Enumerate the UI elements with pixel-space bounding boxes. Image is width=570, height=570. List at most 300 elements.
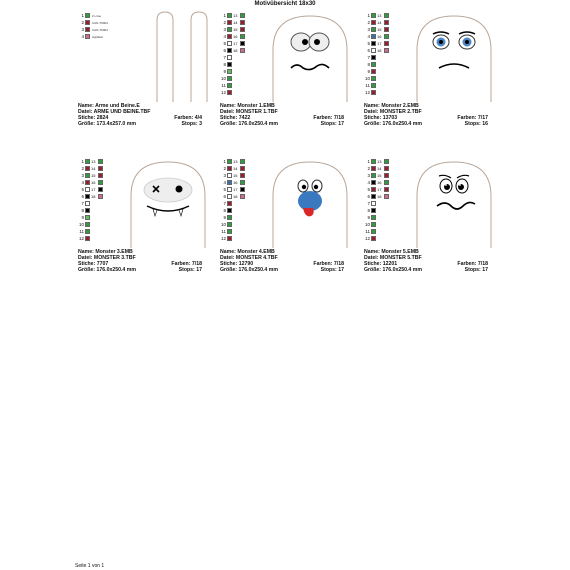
color-swatch xyxy=(371,13,376,18)
color-swatch xyxy=(240,13,245,18)
legend-number: 4 xyxy=(81,34,84,39)
stop-count xyxy=(179,267,202,273)
color-swatch xyxy=(371,208,376,213)
legend-number: 10 xyxy=(220,76,226,81)
legend-number: 16 xyxy=(233,180,238,185)
legend-number: 14 xyxy=(233,166,238,171)
arms-legs-preview xyxy=(123,10,213,103)
stop-count-label: Stops: xyxy=(464,121,481,127)
color-swatch xyxy=(384,27,389,32)
legend-row xyxy=(220,54,245,61)
page-title: Motivübersicht 18x30 xyxy=(254,1,316,7)
legend-row xyxy=(220,158,245,165)
legend-row xyxy=(364,33,389,40)
legend-row xyxy=(364,221,389,228)
legend-row xyxy=(364,172,389,179)
legend-number: 16 xyxy=(377,34,382,39)
legend-row xyxy=(220,228,245,235)
stitch-count-label: Stiche: xyxy=(364,261,382,267)
legend-number: 12 xyxy=(220,236,226,241)
legend-row xyxy=(364,200,389,207)
legend-number: 9 xyxy=(367,69,370,74)
legend-number: 12 xyxy=(78,236,84,241)
color-swatch xyxy=(227,180,232,185)
color-swatch xyxy=(85,159,90,164)
legend-number: 13 xyxy=(233,159,238,164)
legend-number: 9 xyxy=(367,215,370,220)
legend-row xyxy=(220,186,245,193)
design-file-label: Datei: xyxy=(220,109,235,115)
color-swatch xyxy=(227,41,232,46)
legend-row xyxy=(78,172,103,179)
legend-row xyxy=(364,207,389,214)
color-swatch xyxy=(240,187,245,192)
color-legend xyxy=(78,158,103,242)
design-name-label: Name: xyxy=(220,249,236,255)
design-size xyxy=(78,121,136,127)
stitch-count-value: 12201 xyxy=(382,261,398,267)
color-swatch xyxy=(227,208,232,213)
stop-count-value: 17 xyxy=(482,267,488,273)
color-swatch xyxy=(371,180,376,185)
design-name-label: Name: xyxy=(78,103,94,109)
design-size-label: Größe: xyxy=(220,121,238,127)
legend-number: 3 xyxy=(81,27,84,32)
legend-number: 6 xyxy=(367,48,370,53)
legend-number: 8 xyxy=(367,208,370,213)
legend-row xyxy=(220,40,245,47)
legend-number: 10 xyxy=(364,76,370,81)
design-file-value: MONSTER 5.TBF xyxy=(379,255,422,261)
design-name-value: Monster 4.EMB xyxy=(237,249,275,255)
legend-number: 6 xyxy=(81,194,84,199)
legend-number: 17 xyxy=(91,187,96,192)
design-size-label: Größe: xyxy=(364,121,382,127)
legend-row xyxy=(364,165,389,172)
legend-number: 7 xyxy=(223,55,226,60)
legend-number: 3 xyxy=(81,173,84,178)
legend-row xyxy=(364,12,389,19)
legend-number: 14 xyxy=(233,20,238,25)
legend-row xyxy=(220,12,245,19)
design-info xyxy=(364,103,496,127)
design-size xyxy=(364,267,422,273)
legend-number: 17 xyxy=(233,187,238,192)
color-swatch xyxy=(85,236,90,241)
legend-number: 7 xyxy=(367,201,370,206)
color-swatch xyxy=(371,48,376,53)
color-swatch xyxy=(85,13,90,18)
stop-count-value: 16 xyxy=(482,121,488,127)
legend-number: 11 xyxy=(79,229,84,234)
color-swatch xyxy=(371,20,376,25)
legend-number: 5 xyxy=(223,187,226,192)
stop-count xyxy=(465,267,488,273)
design-file-value: MONSTER 2.TBF xyxy=(379,109,422,115)
color-swatch xyxy=(240,41,245,46)
legend-number: 1 xyxy=(223,13,226,18)
color-swatch xyxy=(240,34,245,39)
stop-count-value: 3 xyxy=(199,121,202,127)
legend-number: 5 xyxy=(367,41,370,46)
color-count-label: Farben: xyxy=(457,115,477,121)
color-swatch xyxy=(227,20,232,25)
legend-row xyxy=(364,26,389,33)
legend-number: 17 xyxy=(233,41,238,46)
color-swatch xyxy=(227,229,232,234)
design-info xyxy=(220,103,352,127)
color-swatch xyxy=(384,173,389,178)
legend-number: 15 xyxy=(377,27,382,32)
legend-row xyxy=(78,165,103,172)
legend-row xyxy=(220,221,245,228)
legend-row xyxy=(364,40,389,47)
design-file-label: Datei: xyxy=(78,255,93,261)
design-name-value: Monster 1.EMB xyxy=(237,103,275,109)
color-swatch xyxy=(371,90,376,95)
legend-number: 5 xyxy=(223,41,226,46)
color-swatch xyxy=(384,166,389,171)
legend-number: 15 xyxy=(91,173,96,178)
legend-row xyxy=(78,235,103,242)
legend-number: 18 xyxy=(377,48,382,53)
monster-2-preview xyxy=(409,10,499,103)
design-name-value: Monster 5.EMB xyxy=(381,249,419,255)
color-swatch xyxy=(227,236,232,241)
color-swatch xyxy=(227,34,232,39)
color-legend xyxy=(364,12,389,96)
color-legend xyxy=(364,158,389,242)
color-swatch xyxy=(384,159,389,164)
stop-count-value: 17 xyxy=(338,121,344,127)
design-size-value: 176.0x250.4 mm xyxy=(382,121,422,127)
monster-4-preview xyxy=(265,156,355,249)
design-name-label: Name: xyxy=(364,249,380,255)
color-swatch xyxy=(240,27,245,32)
color-swatch xyxy=(85,34,90,39)
design-info xyxy=(220,249,352,273)
legend-number: 14 xyxy=(91,166,96,171)
legend-number: 12 xyxy=(364,90,370,95)
legend-number: 4 xyxy=(367,180,370,185)
color-swatch xyxy=(240,159,245,164)
stitch-count-label: Stiche: xyxy=(78,115,96,121)
design-info xyxy=(364,249,496,273)
legend-row xyxy=(364,47,389,54)
color-swatch xyxy=(98,187,103,192)
legend-row xyxy=(78,207,103,214)
color-count-value: 7/18 xyxy=(191,261,202,267)
design-size-value: 176.0x250.4 mm xyxy=(96,267,136,273)
color-swatch xyxy=(240,194,245,199)
color-swatch xyxy=(98,194,103,199)
legend-row xyxy=(364,193,389,200)
color-swatch xyxy=(227,159,232,164)
design-size-value: 176.0x250.4 mm xyxy=(382,267,422,273)
color-swatch xyxy=(98,173,103,178)
stitch-count-label: Stiche: xyxy=(78,261,96,267)
legend-row xyxy=(220,89,245,96)
design-file-value: MONSTER 1.TBF xyxy=(235,109,278,115)
color-swatch xyxy=(371,76,376,81)
legend-row xyxy=(220,61,245,68)
stop-count-label: Stops: xyxy=(320,267,337,273)
design-file-value: MONSTER 4.TBF xyxy=(235,255,278,261)
legend-row xyxy=(364,186,389,193)
design-file-label: Datei: xyxy=(364,255,379,261)
legend-row xyxy=(364,214,389,221)
design-size-label: Größe: xyxy=(220,267,238,273)
design-card-monster-3 xyxy=(74,148,214,296)
color-swatch xyxy=(227,69,232,74)
legend-number: 2 xyxy=(367,166,370,171)
legend-row xyxy=(364,179,389,186)
color-swatch xyxy=(371,27,376,32)
color-legend xyxy=(220,158,245,242)
color-count-label: Farben: xyxy=(171,261,191,267)
color-swatch xyxy=(240,180,245,185)
legend-label: CAN-T0004 xyxy=(92,20,108,25)
design-file-label: Datei: xyxy=(78,109,93,115)
stitch-count-value: 13703 xyxy=(382,115,398,121)
legend-number: 6 xyxy=(367,194,370,199)
color-swatch xyxy=(384,187,389,192)
color-swatch xyxy=(371,215,376,220)
color-swatch xyxy=(85,201,90,206)
legend-row xyxy=(364,82,389,89)
design-file-value: MONSTER 3.TBF xyxy=(93,255,136,261)
color-swatch xyxy=(227,187,232,192)
legend-number: 11 xyxy=(221,229,226,234)
color-swatch xyxy=(384,48,389,53)
color-swatch xyxy=(227,222,232,227)
design-file-label: Datei: xyxy=(220,255,235,261)
legend-label: 2 Lime xyxy=(92,13,102,18)
legend-number: 2 xyxy=(81,166,84,171)
color-swatch xyxy=(85,229,90,234)
color-swatch xyxy=(240,20,245,25)
legend-row xyxy=(78,19,108,26)
color-swatch xyxy=(371,41,376,46)
color-swatch xyxy=(384,34,389,39)
stitch-count-label: Stiche: xyxy=(220,261,238,267)
design-name-value: Arme und Beine.E xyxy=(95,103,140,109)
legend-row xyxy=(78,12,108,19)
color-swatch xyxy=(384,194,389,199)
stitch-count-value: 12790 xyxy=(238,261,254,267)
design-info xyxy=(78,249,210,273)
stop-count xyxy=(321,121,344,127)
stitch-count-value: 7422 xyxy=(238,115,251,121)
legend-row xyxy=(78,221,103,228)
color-swatch xyxy=(227,27,232,32)
legend-number: 7 xyxy=(81,201,84,206)
legend-number: 4 xyxy=(223,180,226,185)
legend-number: 10 xyxy=(78,222,84,227)
legend-row xyxy=(364,158,389,165)
stop-count xyxy=(182,121,202,127)
color-swatch xyxy=(85,173,90,178)
color-swatch xyxy=(227,215,232,220)
legend-number: 14 xyxy=(377,20,382,25)
legend-row xyxy=(220,47,245,54)
legend-number: 6 xyxy=(223,194,226,199)
color-swatch xyxy=(371,83,376,88)
stitch-count-value: 2824 xyxy=(96,115,109,121)
legend-number: 8 xyxy=(223,62,226,67)
design-size-label: Größe: xyxy=(364,267,382,273)
legend-row xyxy=(78,179,103,186)
legend-number: 5 xyxy=(367,187,370,192)
legend-row xyxy=(78,193,103,200)
color-swatch xyxy=(371,69,376,74)
legend-number: 2 xyxy=(81,20,84,25)
legend-row xyxy=(364,75,389,82)
design-size-value: 176.0x250.4 mm xyxy=(238,121,278,127)
stop-count-value: 17 xyxy=(338,267,344,273)
design-card-monster-4 xyxy=(216,148,356,296)
legend-row xyxy=(78,186,103,193)
legend-number: 3 xyxy=(367,27,370,32)
legend-number: 12 xyxy=(220,90,226,95)
legend-row xyxy=(220,193,245,200)
legend-row xyxy=(364,228,389,235)
legend-row xyxy=(220,68,245,75)
legend-number: 2 xyxy=(223,20,226,25)
legend-number: 17 xyxy=(377,41,382,46)
design-size-label: Größe: xyxy=(78,121,96,127)
color-legend xyxy=(78,12,108,40)
color-count-value: 7/18 xyxy=(477,261,488,267)
stop-count-value: 17 xyxy=(196,267,202,273)
legend-row xyxy=(364,61,389,68)
design-card-monster-1 xyxy=(216,2,356,150)
color-swatch xyxy=(384,41,389,46)
legend-row xyxy=(78,214,103,221)
legend-row xyxy=(364,54,389,61)
design-size-label: Größe: xyxy=(78,267,96,273)
color-swatch xyxy=(98,166,103,171)
color-swatch xyxy=(371,201,376,206)
stop-count xyxy=(465,121,488,127)
color-swatch xyxy=(85,222,90,227)
stitch-count-label: Stiche: xyxy=(220,115,238,121)
legend-row xyxy=(364,89,389,96)
legend-row xyxy=(220,19,245,26)
design-card-arms-legs xyxy=(74,2,214,150)
color-swatch xyxy=(85,20,90,25)
legend-number: 7 xyxy=(223,201,226,206)
color-count-value: 7/18 xyxy=(333,115,344,121)
legend-row xyxy=(78,200,103,207)
legend-number: 12 xyxy=(364,236,370,241)
stop-count-label: Stops: xyxy=(178,267,195,273)
color-count-label: Farben: xyxy=(313,261,333,267)
legend-number: 4 xyxy=(367,34,370,39)
legend-number: 10 xyxy=(364,222,370,227)
color-swatch xyxy=(227,201,232,206)
legend-number: 2 xyxy=(223,166,226,171)
stop-count-label: Stops: xyxy=(320,121,337,127)
color-swatch xyxy=(240,173,245,178)
legend-number: 9 xyxy=(81,215,84,220)
design-size-value: 173.4x257.0 mm xyxy=(96,121,136,127)
legend-number: 13 xyxy=(233,13,238,18)
legend-number: 15 xyxy=(233,27,238,32)
legend-number: 13 xyxy=(377,13,382,18)
color-legend xyxy=(220,12,245,96)
color-swatch xyxy=(227,90,232,95)
color-swatch xyxy=(371,222,376,227)
color-swatch xyxy=(85,215,90,220)
color-swatch xyxy=(384,20,389,25)
legend-number: 1 xyxy=(81,13,84,18)
monster-5-preview xyxy=(409,156,499,249)
legend-row xyxy=(220,235,245,242)
legend-number: 18 xyxy=(377,194,382,199)
color-swatch xyxy=(98,180,103,185)
color-swatch xyxy=(227,83,232,88)
legend-number: 1 xyxy=(367,13,370,18)
legend-row xyxy=(220,33,245,40)
legend-number: 17 xyxy=(377,187,382,192)
legend-number: 2 xyxy=(367,20,370,25)
stitch-count-value: 7707 xyxy=(96,261,109,267)
color-count-label: Farben: xyxy=(313,115,333,121)
color-swatch xyxy=(371,62,376,67)
legend-row xyxy=(364,19,389,26)
legend-number: 3 xyxy=(223,173,226,178)
design-name-label: Name: xyxy=(364,103,380,109)
legend-row xyxy=(220,26,245,33)
legend-number: 6 xyxy=(223,48,226,53)
legend-row xyxy=(364,235,389,242)
legend-number: 4 xyxy=(81,180,84,185)
page-footer: Seite 1 von 1 xyxy=(75,563,105,569)
legend-number: 5 xyxy=(81,187,84,192)
design-name-value: Monster 2.EMB xyxy=(381,103,419,109)
color-swatch xyxy=(371,166,376,171)
design-file-value: ARME UND BEINE.TBF xyxy=(93,109,151,115)
legend-row xyxy=(364,68,389,75)
legend-row xyxy=(220,214,245,221)
color-swatch xyxy=(371,34,376,39)
legend-number: 10 xyxy=(220,222,226,227)
color-swatch xyxy=(227,48,232,53)
monster-3-preview xyxy=(123,156,213,249)
color-swatch xyxy=(85,166,90,171)
stop-count xyxy=(321,267,344,273)
legend-number: 11 xyxy=(221,83,226,88)
color-swatch xyxy=(240,48,245,53)
legend-number: 1 xyxy=(81,159,84,164)
legend-row xyxy=(220,165,245,172)
color-swatch xyxy=(85,187,90,192)
legend-row xyxy=(220,200,245,207)
color-swatch xyxy=(227,173,232,178)
legend-number: 11 xyxy=(365,83,370,88)
design-size xyxy=(220,267,278,273)
design-name-label: Name: xyxy=(220,103,236,109)
stop-count-label: Stops: xyxy=(464,267,481,273)
legend-row xyxy=(220,179,245,186)
stop-count-label: Stops: xyxy=(181,121,198,127)
design-file-label: Datei: xyxy=(364,109,379,115)
color-swatch xyxy=(227,76,232,81)
legend-number: 3 xyxy=(367,173,370,178)
color-swatch xyxy=(240,166,245,171)
design-size xyxy=(78,267,136,273)
